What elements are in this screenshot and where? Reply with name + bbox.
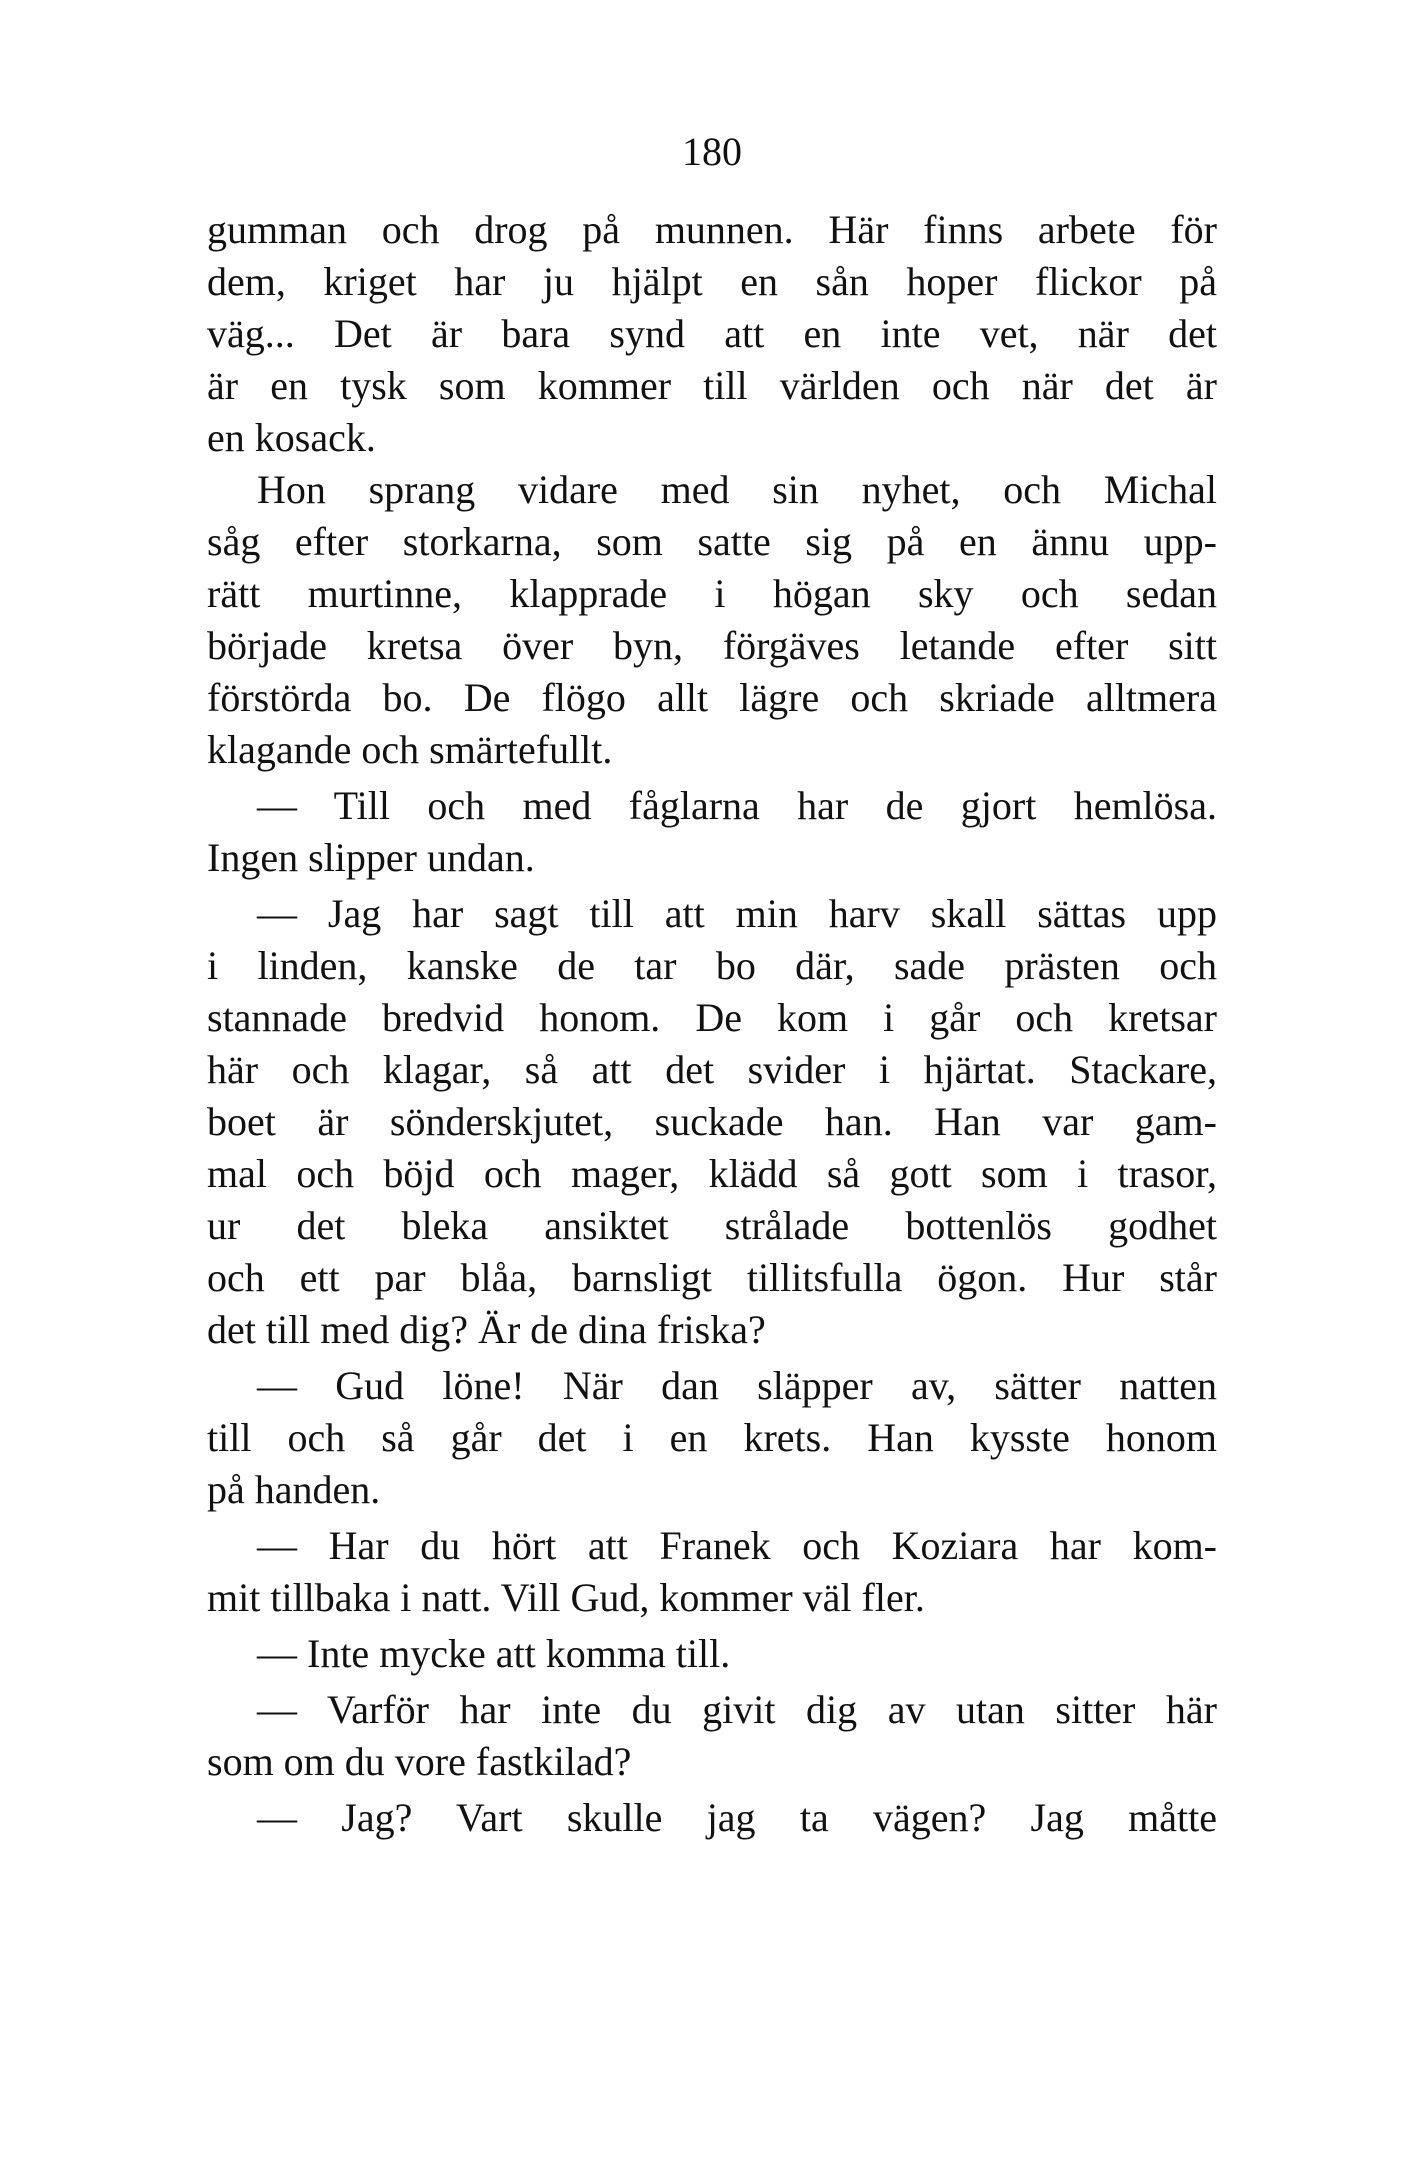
text-line-27: mit tillbaka i natt. Vill Gud, kommer väl fler. <box>207 1575 925 1620</box>
text-line-19: mal och böjd och mager, klädd så gott som i trasor, <box>207 1151 1217 1196</box>
text-line-28: — Inte mycke att komma till. <box>257 1631 731 1676</box>
text-line-22: det till med dig? Är de dina friska? <box>207 1307 766 1352</box>
text-line-18: boet är sönderskjutet, suckade han. Han var gam- <box>207 1099 1217 1144</box>
text-line-1: gumman och drog på munnen. Här finns arbete för <box>207 207 1217 252</box>
text-line-20: ur det bleka ansiktet strålade bottenlös godhet <box>207 1203 1217 1248</box>
text-line-4: är en tysk som kommer till världen och när det är <box>207 363 1217 408</box>
text-line-30: som om du vore fastkilad? <box>207 1739 632 1784</box>
text-line-12: — Till och med fåglarna har de gjort hemlösa. <box>257 783 1217 828</box>
text-line-16: stannade bredvid honom. De kom i går och kretsar <box>207 995 1217 1040</box>
text-line-10: förstörda bo. De flögo allt lägre och skriade alltmera <box>207 675 1217 720</box>
text-line-11: klagande och smärtefullt. <box>207 727 613 772</box>
text-line-25: på handen. <box>207 1467 381 1512</box>
text-line-2: dem, kriget har ju hjälpt en sån hoper flickor på <box>207 259 1217 304</box>
text-line-8: rätt murtinne, klapprade i högan sky och sedan <box>207 571 1217 616</box>
text-line-23: — Gud löne! När dan släpper av, sätter natten <box>257 1363 1217 1408</box>
text-line-14: — Jag har sagt till att min harv skall sättas upp <box>257 891 1217 936</box>
text-line-5: en kosack. <box>207 415 376 460</box>
text-line-24: till och så går det i en krets. Han kysste honom <box>207 1415 1217 1460</box>
text-line-15: i linden, kanske de tar bo där, sade prästen och <box>207 943 1217 988</box>
page-number: 180 <box>682 129 742 174</box>
text-line-31: — Jag? Vart skulle jag ta vägen? Jag måtte <box>257 1795 1217 1840</box>
text-line-6: Hon sprang vidare med sin nyhet, och Michal <box>257 467 1217 512</box>
text-line-13: Ingen slipper undan. <box>207 835 535 880</box>
text-line-26: — Har du hört att Franek och Koziara har kom- <box>257 1523 1217 1568</box>
text-line-3: väg... Det är bara synd att en inte vet, när det <box>207 311 1217 356</box>
text-line-17: här och klagar, så att det svider i hjärtat. Stackare, <box>207 1047 1217 1092</box>
text-line-7: såg efter storkarna, som satte sig på en ännu upp- <box>207 519 1217 564</box>
text-line-21: och ett par blåa, barnsligt tillitsfulla ögon. Hur står <box>207 1255 1217 1300</box>
text-line-9: började kretsa över byn, förgäves letande efter sitt <box>207 623 1217 668</box>
text-line-29: — Varför har inte du givit dig av utan sitter här <box>257 1687 1217 1732</box>
